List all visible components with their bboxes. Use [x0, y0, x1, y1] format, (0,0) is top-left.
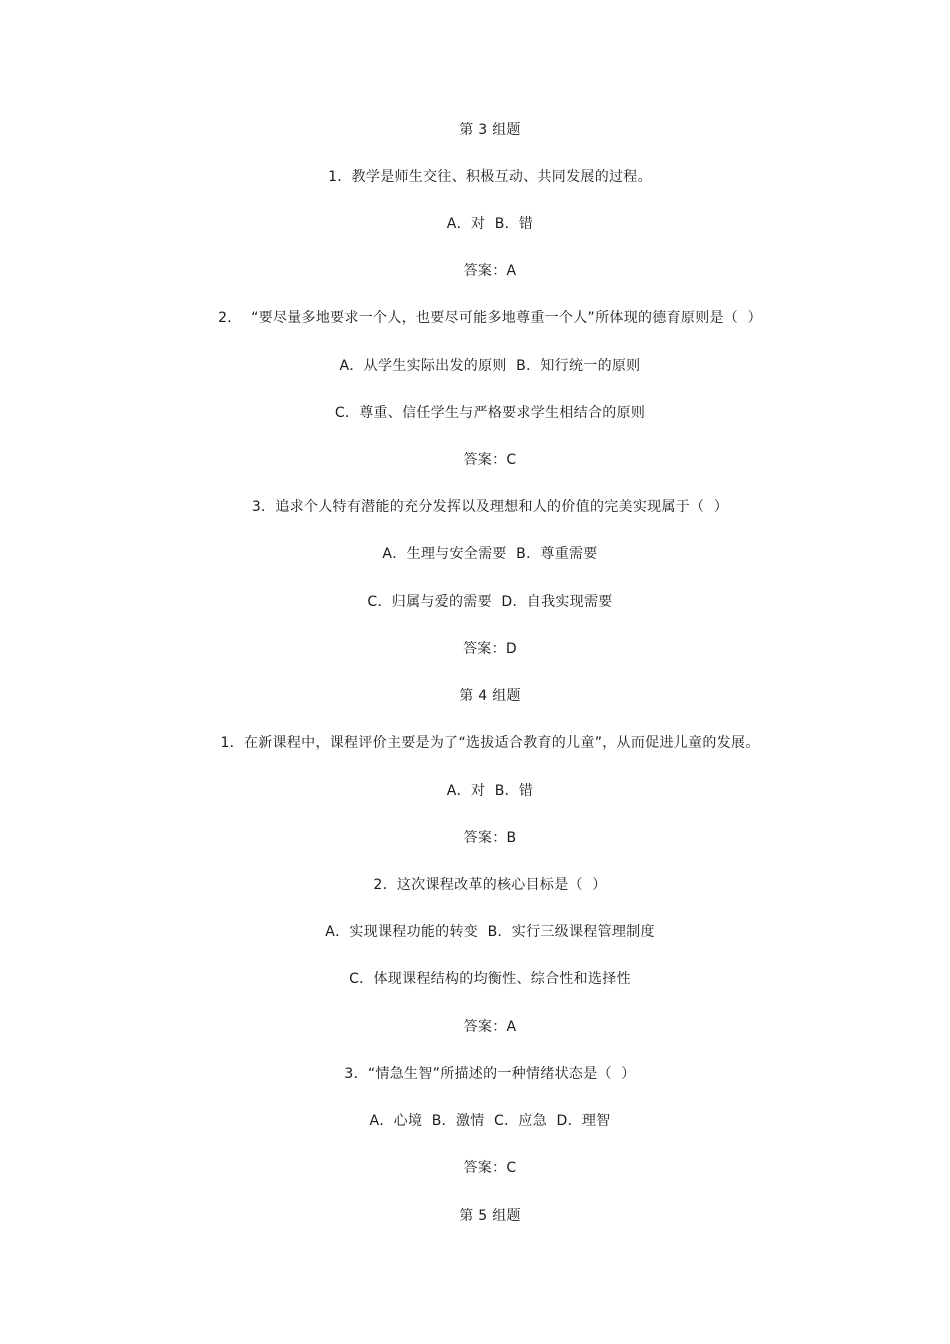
g4-q1-options: A．对 B．错 [446, 783, 534, 799]
g3-q1-options: A．对 B．错 [446, 216, 534, 232]
g4-q3-options: A．心境 B．激情 C．应急 D．理智 [369, 1113, 611, 1129]
g3-q2-answer: 答案：C [463, 452, 517, 468]
g4-q2-question: 2．这次课程改革的核心目标是（ ） [373, 877, 607, 893]
g4-q3-answer: 答案：C [463, 1160, 517, 1176]
group-3-heading: 第 3 组题 [459, 122, 521, 138]
group-4-heading: 第 4 组题 [459, 688, 521, 704]
g4-q3-question: 3．“情急生智”所描述的一种情绪状态是（ ） [344, 1066, 636, 1082]
g4-q2-options-ab: A．实现课程功能的转变 B．实行三级课程管理制度 [325, 924, 655, 940]
g3-q2-options-ab: A．从学生实际出发的原则 B．知行统一的原则 [339, 358, 641, 374]
g3-q2-options-c: C．尊重、信任学生与严格要求学生相结合的原则 [334, 405, 646, 421]
g3-q3-question: 3．追求个人特有潜能的充分发挥以及理想和人的价值的完美实现属于（ ） [251, 499, 729, 515]
g4-q1-answer: 答案：B [463, 830, 517, 846]
g4-q2-answer: 答案：A [463, 1019, 517, 1035]
g3-q3-options-cd: C．归属与爱的需要 D．自我实现需要 [367, 594, 613, 610]
g4-q2-options-c: C．体现课程结构的均衡性、综合性和选择性 [349, 971, 631, 987]
g4-q1-question: 1．在新课程中，课程评价主要是为了“选拔适合教育的儿童”，从而促进儿童的发展。 [220, 735, 760, 751]
group-5-heading: 第 5 组题 [459, 1208, 521, 1224]
g3-q2-question: 2． “要尽量多地要求一个人，也要尽可能多地尊重一个人”所体现的德育原则是（ ） [218, 310, 762, 326]
g3-q1-question: 1．教学是师生交往、积极互动、共同发展的过程。 [328, 169, 652, 185]
g3-q3-options-ab: A．生理与安全需要 B．尊重需要 [382, 546, 598, 562]
g3-q1-answer: 答案：A [463, 263, 517, 279]
g3-q3-answer: 答案：D [463, 641, 517, 657]
